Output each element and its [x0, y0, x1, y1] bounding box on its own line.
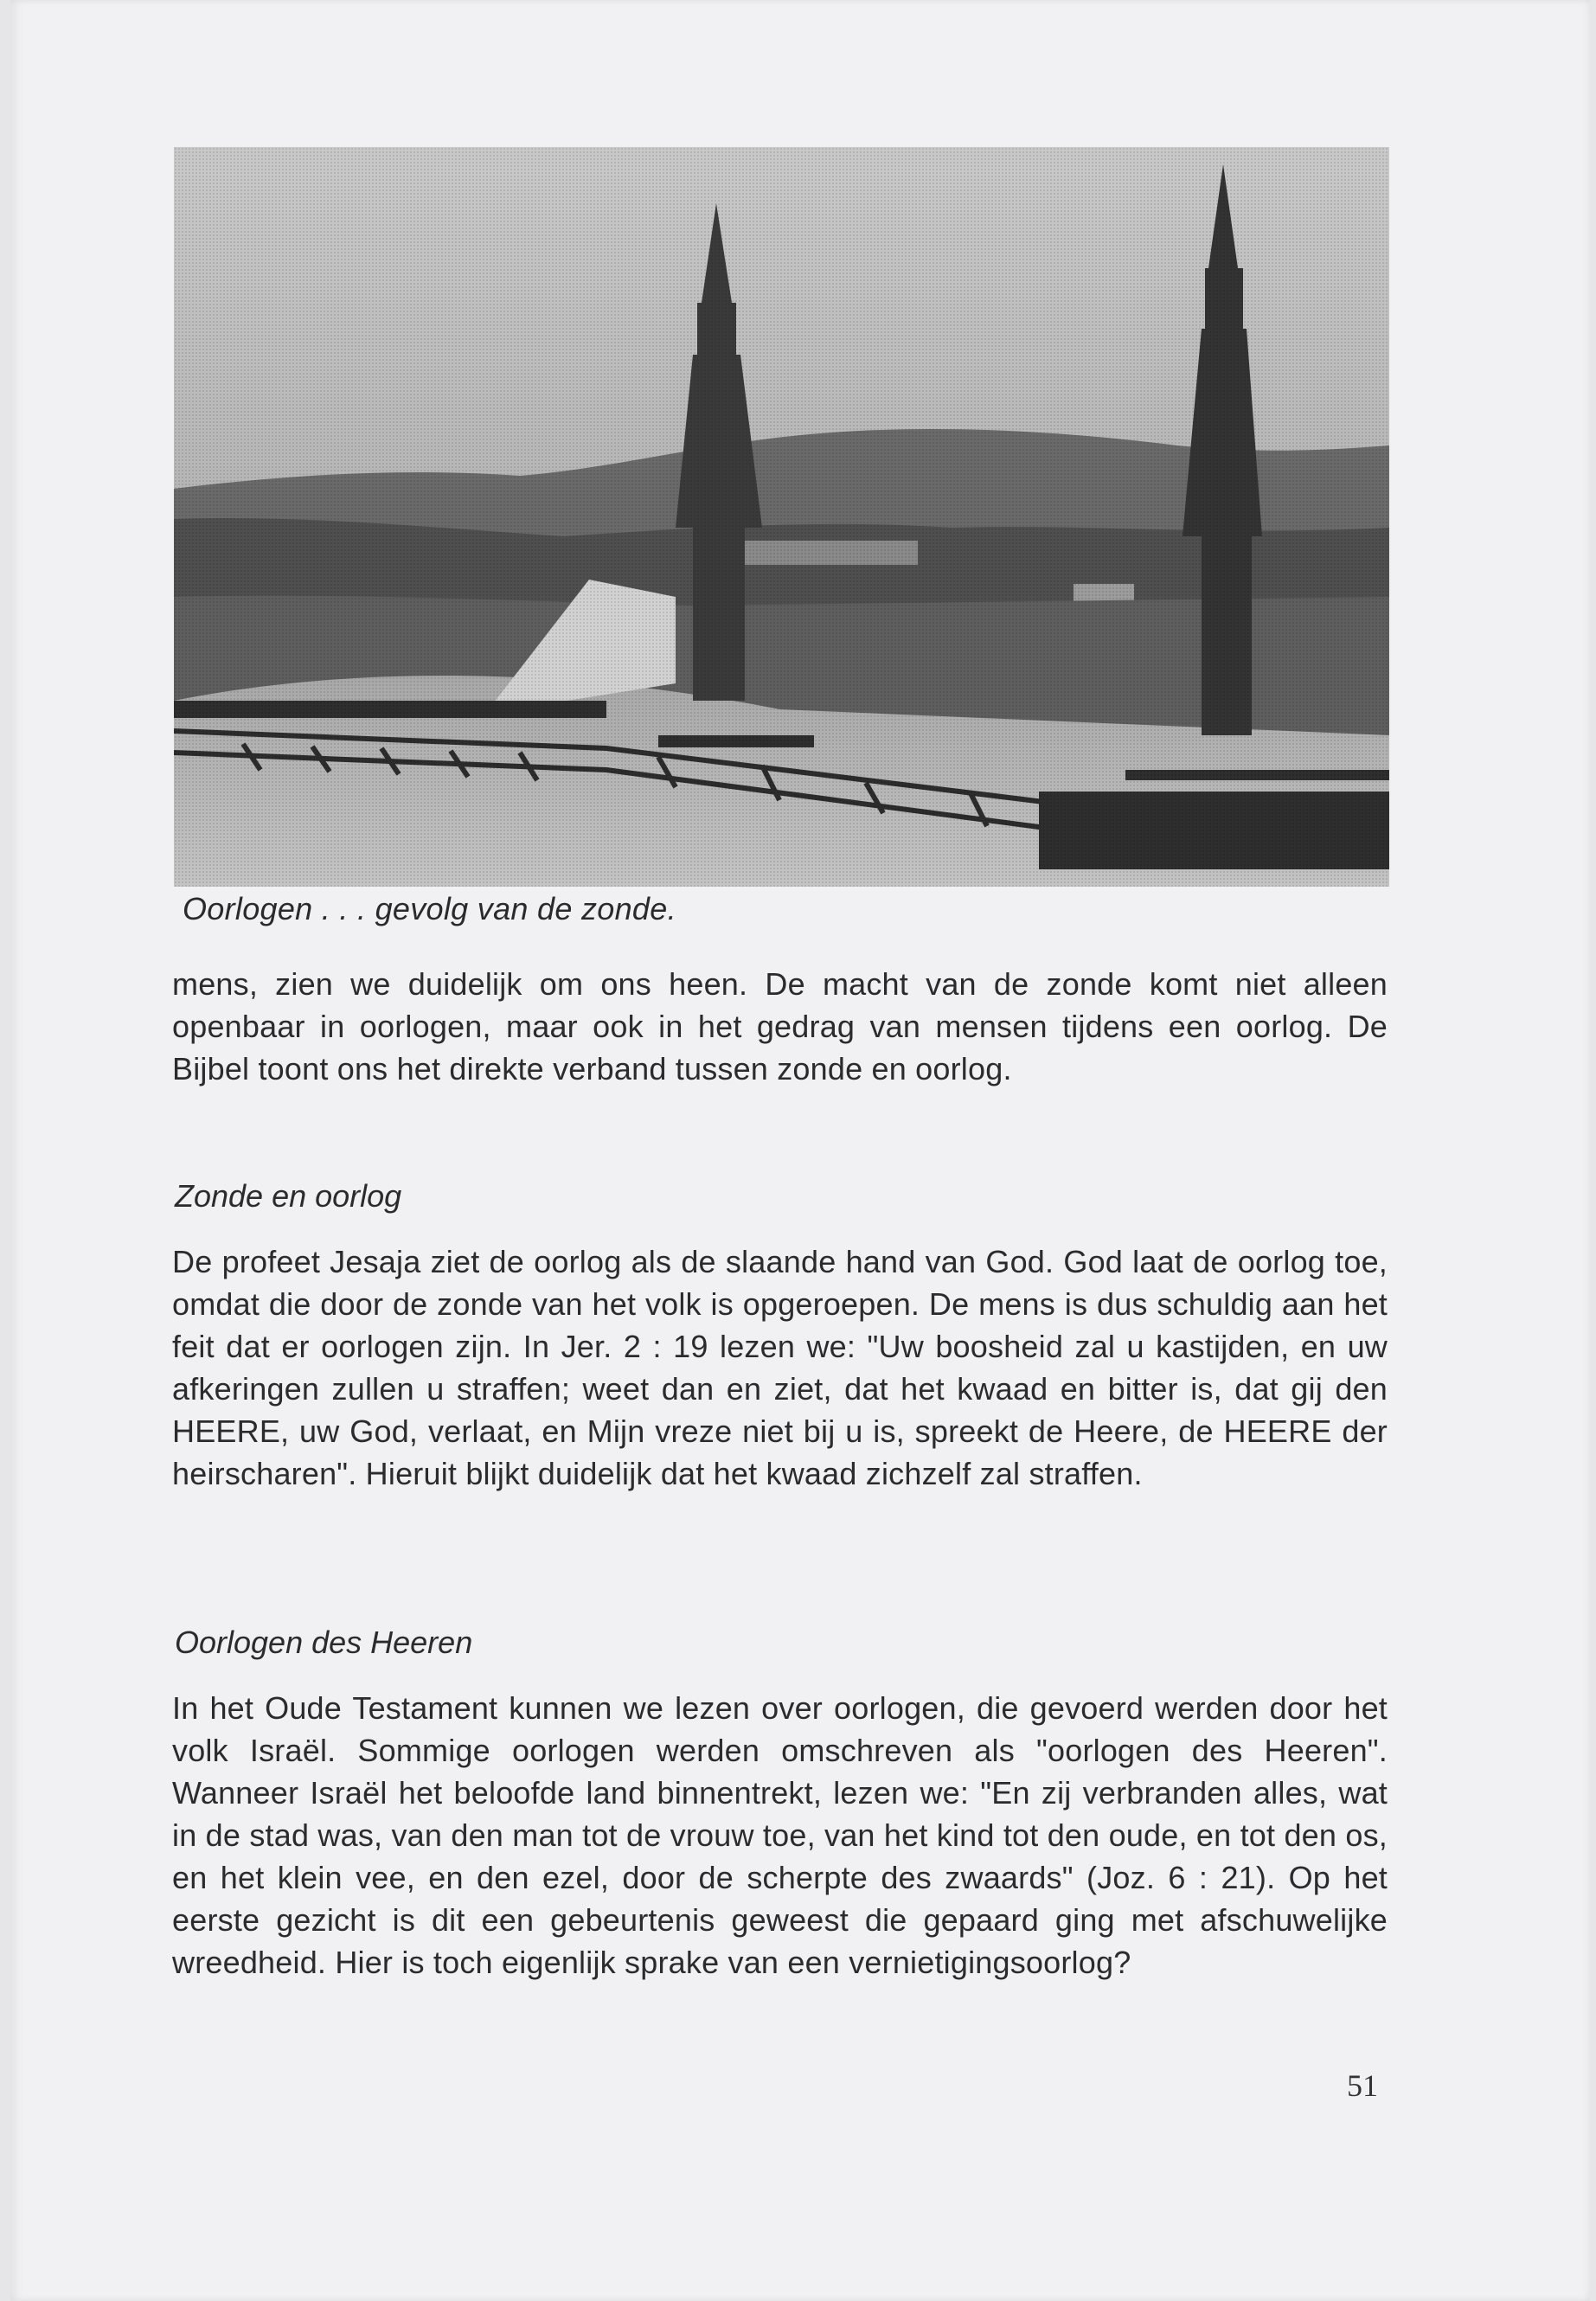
photo-caption: Oorlogen . . . gevolg van de zonde.	[183, 891, 676, 926]
page-number: 51	[1347, 2068, 1378, 2103]
rocket-photo	[174, 147, 1389, 887]
intro-paragraph: mens, zien we duidelijk om ons heen. De macht van de zonde komt niet alleen openbaar in oorlogen, maar ook in het gedrag van mensen tijdens een oorlog. De Bijbel toont ons het direkte verband tussen zonde en oorlog.	[172, 966, 1388, 1086]
book-page	[10, 0, 1590, 2301]
oorlogen-des-heeren-paragraph: In het Oude Testament kunnen we lezen over oorlogen, die gevoerd werden door het volk Israël. Sommige oorlogen werden omschreven als "oorlogen des Heeren". Wanneer Israël het beloofde land binnentrekt, lezen we: "En zij verbranden alles, wat in de stad was, van den man tot de vrouw toe, van het kind tot den oude, en tot den os, en het klein vee, en den ezel, door de scherpte des zwaards" (Joz. 6 : 21). Op het eerste gezicht is dit een gebeurtenis geweest die gepaard ging met afschuwelijke wreedheid. Hier is toch eigenlijk sprake van een vernietigingsoorlog?	[172, 1690, 1388, 1980]
zonde-en-oorlog-paragraph: De profeet Jesaja ziet de oorlog als de slaande hand van God. God laat de oorlog toe, omdat die door de zonde van het volk is opgeroepen. De mens is dus schuldig aan het feit dat er oorlogen zijn. In Jer. 2 : 19 lezen we: "Uw boosheid zal u kastijden, en uw afkeringen zullen u straffen; weet dan en ziet, dat het kwaad en bitter is, dat gij den HEERE, uw God, verlaat, en Mijn vreze niet bij u is, spreekt de Heere, de HEERE der heirscharen". Hieruit blijkt duidelijk dat het kwaad zichzelf zal straffen.	[172, 1244, 1388, 1491]
heading-oorlogen-des-heeren: Oorlogen des Heeren	[175, 1625, 473, 1660]
heading-zonde-en-oorlog: Zonde en oorlog	[175, 1178, 402, 1214]
